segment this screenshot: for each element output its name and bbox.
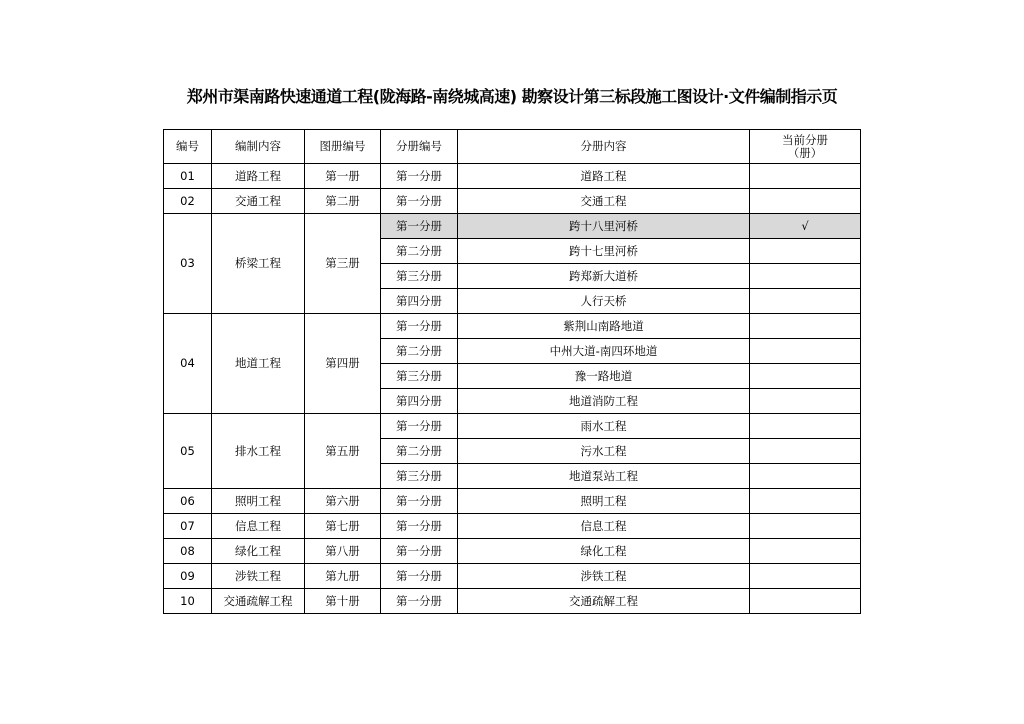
cell-subvolume-content: 道路工程 xyxy=(458,164,750,189)
cell-volume-no: 第三册 xyxy=(305,214,381,314)
cell-current-volume xyxy=(750,339,861,364)
cell-subvolume-no: 第二分册 xyxy=(381,439,458,464)
cell-subvolume-no: 第二分册 xyxy=(381,239,458,264)
cell-volume-no: 第七册 xyxy=(305,514,381,539)
cell-content: 涉铁工程 xyxy=(212,564,305,589)
cell-current-volume xyxy=(750,564,861,589)
header-current-line2: （册） xyxy=(787,145,823,160)
cell-subvolume-content: 紫荆山南路地道 xyxy=(458,314,750,339)
cell-content: 照明工程 xyxy=(212,489,305,514)
cell-current-volume xyxy=(750,389,861,414)
cell-current-volume xyxy=(750,164,861,189)
cell-subvolume-content: 涉铁工程 xyxy=(458,564,750,589)
cell-subvolume-content: 交通工程 xyxy=(458,189,750,214)
cell-subvolume-content: 中州大道-南四环地道 xyxy=(458,339,750,364)
header-subvolume-no: 分册编号 xyxy=(381,130,458,164)
cell-current-volume xyxy=(750,239,861,264)
table-row xyxy=(164,514,861,539)
cell-no: 06 xyxy=(164,489,212,514)
cell-volume-no: 第六册 xyxy=(305,489,381,514)
table-row xyxy=(164,489,861,514)
cell-current-volume xyxy=(750,589,861,614)
cell-current-volume xyxy=(750,289,861,314)
cell-content: 地道工程 xyxy=(212,314,305,414)
page-title: 郑州市渠南路快速通道工程(陇海路-南绕城高速) 勘察设计第三标段施工图设计·文件编制指示页 xyxy=(186,87,838,106)
cell-subvolume-content: 污水工程 xyxy=(458,439,750,464)
cell-volume-no: 第一册 xyxy=(305,164,381,189)
cell-subvolume-content: 交通疏解工程 xyxy=(458,589,750,614)
cell-no: 04 xyxy=(164,314,212,414)
cell-content: 信息工程 xyxy=(212,514,305,539)
cell-subvolume-no: 第三分册 xyxy=(381,464,458,489)
cell-subvolume-no: 第一分册 xyxy=(381,164,458,189)
cell-subvolume-content: 信息工程 xyxy=(458,514,750,539)
cell-volume-no: 第二册 xyxy=(305,189,381,214)
cell-subvolume-no: 第一分册 xyxy=(381,539,458,564)
cell-subvolume-no: 第三分册 xyxy=(381,364,458,389)
cell-subvolume-no: 第四分册 xyxy=(381,289,458,314)
cell-content: 道路工程 xyxy=(212,164,305,189)
cell-content: 桥梁工程 xyxy=(212,214,305,314)
cell-content: 交通疏解工程 xyxy=(212,589,305,614)
cell-subvolume-content: 地道泵站工程 xyxy=(458,464,750,489)
cell-subvolume-no: 第一分册 xyxy=(381,214,458,239)
header-volume-no: 图册编号 xyxy=(305,130,381,164)
cell-subvolume-no: 第二分册 xyxy=(381,339,458,364)
cell-subvolume-content: 跨郑新大道桥 xyxy=(458,264,750,289)
check-mark-icon: √ xyxy=(801,218,809,233)
cell-current-volume xyxy=(750,314,861,339)
cell-current-volume xyxy=(750,514,861,539)
table-row xyxy=(164,164,861,189)
cell-content: 排水工程 xyxy=(212,414,305,489)
header-current-volume xyxy=(750,130,861,164)
cell-subvolume-no: 第四分册 xyxy=(381,389,458,414)
cell-subvolume-content: 跨十七里河桥 xyxy=(458,239,750,264)
table-header-row xyxy=(164,130,861,164)
cell-content: 交通工程 xyxy=(212,189,305,214)
cell-subvolume-no: 第三分册 xyxy=(381,264,458,289)
table-row xyxy=(164,564,861,589)
cell-subvolume-no: 第一分册 xyxy=(381,314,458,339)
header-subvolume-content: 分册内容 xyxy=(458,130,750,164)
cell-subvolume-no: 第一分册 xyxy=(381,414,458,439)
cell-volume-no: 第五册 xyxy=(305,414,381,489)
cell-current-volume xyxy=(750,489,861,514)
cell-subvolume-no: 第一分册 xyxy=(381,514,458,539)
cell-subvolume-content: 雨水工程 xyxy=(458,414,750,439)
cell-subvolume-no: 第一分册 xyxy=(381,589,458,614)
cell-no: 08 xyxy=(164,539,212,564)
cell-current-volume xyxy=(750,414,861,439)
cell-subvolume-content: 照明工程 xyxy=(458,489,750,514)
table-row xyxy=(164,189,861,214)
header-no: 编号 xyxy=(164,130,212,164)
cell-content: 绿化工程 xyxy=(212,539,305,564)
header-content: 编制内容 xyxy=(212,130,305,164)
cell-subvolume-content: 豫一路地道 xyxy=(458,364,750,389)
cell-subvolume-no: 第一分册 xyxy=(381,189,458,214)
table-row xyxy=(164,589,861,614)
cell-current-volume xyxy=(750,464,861,489)
cell-current-volume xyxy=(750,539,861,564)
cell-current-volume xyxy=(750,439,861,464)
cell-current-volume xyxy=(750,364,861,389)
table-row xyxy=(164,414,861,439)
cell-no: 02 xyxy=(164,189,212,214)
header-current-line1: 当前分册 xyxy=(782,132,828,147)
table-body xyxy=(164,164,861,614)
cell-no: 05 xyxy=(164,414,212,489)
cell-current-volume xyxy=(750,214,861,239)
cell-subvolume-content: 地道消防工程 xyxy=(458,389,750,414)
cell-volume-no: 第十册 xyxy=(305,589,381,614)
cell-current-volume xyxy=(750,189,861,214)
cell-volume-no: 第九册 xyxy=(305,564,381,589)
cell-volume-no: 第八册 xyxy=(305,539,381,564)
cell-subvolume-no: 第一分册 xyxy=(381,489,458,514)
cell-current-volume xyxy=(750,264,861,289)
cell-no: 09 xyxy=(164,564,212,589)
table-row xyxy=(164,539,861,564)
cell-no: 07 xyxy=(164,514,212,539)
cell-subvolume-no: 第一分册 xyxy=(381,564,458,589)
cell-no: 10 xyxy=(164,589,212,614)
cell-subvolume-content: 绿化工程 xyxy=(458,539,750,564)
cell-no: 01 xyxy=(164,164,212,189)
cell-subvolume-content: 人行天桥 xyxy=(458,289,750,314)
cell-subvolume-content: 跨十八里河桥 xyxy=(458,214,750,239)
cell-no: 03 xyxy=(164,214,212,314)
cell-volume-no: 第四册 xyxy=(305,314,381,414)
document-index-table xyxy=(163,129,861,614)
table-row xyxy=(164,214,861,239)
table-row xyxy=(164,314,861,339)
